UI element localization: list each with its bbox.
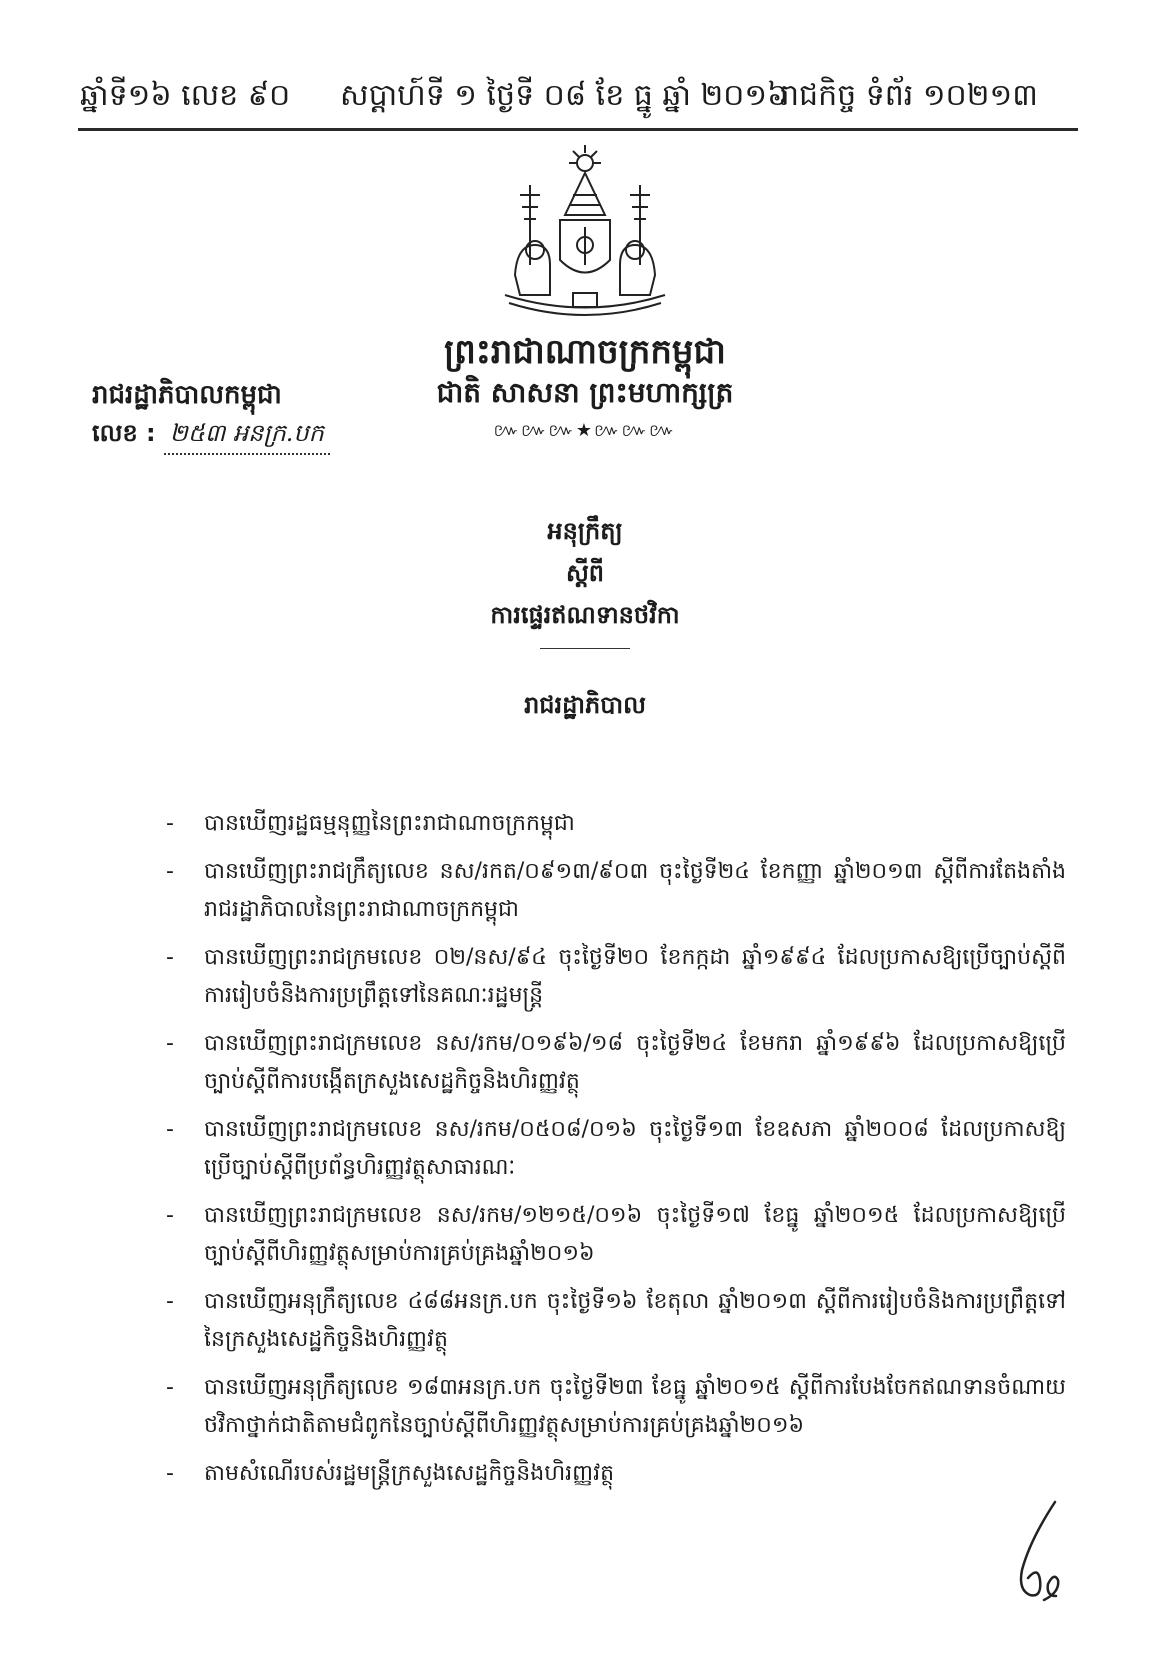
gazette-page: រាជកិច្ច ទំព័រ ១០២១៣ <box>780 78 1038 113</box>
title-divider <box>540 648 630 649</box>
document-number-value: ២៥៣ អនក្រ.បក <box>164 418 330 455</box>
recital-item: - តាមសំណើរបស់រដ្ឋមន្ត្រីក្រសួងសេដ្ឋកិច្ចនិងហិរញ្ញវត្ថុ <box>166 1455 1066 1493</box>
recital-item: - បានឃើញរដ្ឋធម្មនុញ្ញនៃព្រះរាជាណាចក្រកម្ពុជា <box>166 805 1066 843</box>
document-number-label: លេខ : <box>92 419 156 447</box>
kingdom-name: ព្រះរាជាណាចក្រកម្ពុជា <box>444 332 726 372</box>
recital-item: - បានឃើញអនុក្រឹត្យលេខ ៤៨៨អនក្រ.បក ចុះថ្ងៃទី១៦ ខែតុលា ឆ្នាំ២០១៣ ស្តីពីការរៀបចំនិងការប្រព្រឹត្តទៅនៃក្រសួងសេដ្ឋកិច្ចនិងហិរញ្ញវត្ថុ <box>166 1283 1066 1359</box>
recitals-list <box>166 805 1066 1503</box>
document-title <box>420 510 750 636</box>
recital-item: - បានឃើញព្រះរាជក្រមលេខ នស/រកម/១២១៥/០១៦ ចុះថ្ងៃទី១៧ ខែធ្នូ ឆ្នាំ២០១៥ ដែលប្រកាសឱ្យប្រើច្បាប់ស្តីពីហិរញ្ញវត្ថុសម្រាប់ការគ្រប់គ្រងឆ្នាំ២០១៦ <box>166 1197 1066 1273</box>
royal-emblem-icon <box>495 145 675 325</box>
document-about: ស្តីពី <box>565 559 605 587</box>
issuing-authority: រាជរដ្ឋាភិបាល <box>524 691 646 719</box>
recital-item: - បានឃើញព្រះរាជក្រឹត្យលេខ នស/រកត/០៩១៣/៩០៣ ចុះថ្ងៃទី២៤ ខែកញ្ញា ឆ្នាំ២០១៣ ស្តីពីការតែងតាំងរាជរដ្ឋាភិបាលនៃព្រះរាជាណាចក្រកម្ពុជា <box>166 853 1066 929</box>
gazette-year-issue: ឆ្នាំទី១៦ លេខ ៩០ <box>80 78 291 113</box>
initials-signature <box>1000 1500 1070 1610</box>
gazette-date: សប្តាហ៍ទី ១ ថ្ងៃទី ០៨ ខែ ធ្នូ ឆ្នាំ ២០១៦ <box>340 78 789 113</box>
document-type: អនុក្រឹត្យ <box>547 517 623 545</box>
recital-item: - បានឃើញព្រះរាជក្រមលេខ នស/រកម/០៥០៨/០១៦ ចុះថ្ងៃទី១៣ ខែឧសភា ឆ្នាំ២០០៨ ដែលប្រកាសឱ្យប្រើច្បាប់ស្តីពីប្រព័ន្ធហិរញ្ញវត្ថុសាធារណៈ <box>166 1111 1066 1187</box>
ornament-divider: ៚៚៚★៚៚៚ <box>493 420 677 441</box>
recital-item: - បានឃើញព្រះរាជក្រមលេខ ០២/នស/៩៤ ចុះថ្ងៃទី២០ ខែកក្កដា ឆ្នាំ១៩៩៤ ដែលប្រកាសឱ្យប្រើច្បាប់ស្តីពីការរៀបចំនិងការប្រព្រឹត្តទៅនៃគណៈរដ្ឋមន្ត្រី <box>166 939 1066 1015</box>
document-number <box>92 418 330 455</box>
recital-item: - បានឃើញព្រះរាជក្រមលេខ នស/រកម/០១៩៦/១៨ ចុះថ្ងៃទី២៤ ខែមករា ឆ្នាំ១៩៩៦ ដែលប្រកាសឱ្យប្រើច្បាប់ស្តីពីការបង្កើតក្រសួងសេដ្ឋកិច្ចនិងហិរញ្ញវត្ថុ <box>166 1025 1066 1101</box>
national-motto: ជាតិ សាសនា ព្រះមហាក្សត្រ <box>436 376 734 409</box>
recital-item: - បានឃើញអនុក្រឹត្យលេខ ១៨៣អនក្រ.បក ចុះថ្ងៃទី២៣ ខែធ្នូ ឆ្នាំ២០១៥ ស្តីពីការបែងចែកឥណទានចំណាយថវិកាថ្នាក់ជាតិតាមជំពូកនៃច្បាប់ស្តីពីហិរញ្ញវត្ថុសម្រាប់ការគ្រប់គ្រងឆ្នាំ២០១៦ <box>166 1369 1066 1445</box>
document-subject: ការផ្ទេរឥណទានថវិកា <box>490 601 680 629</box>
header-divider <box>78 128 1078 131</box>
issuer-name: រាជរដ្ឋាភិបាលកម្ពុជា <box>92 380 282 410</box>
gazette-header <box>80 68 1070 128</box>
